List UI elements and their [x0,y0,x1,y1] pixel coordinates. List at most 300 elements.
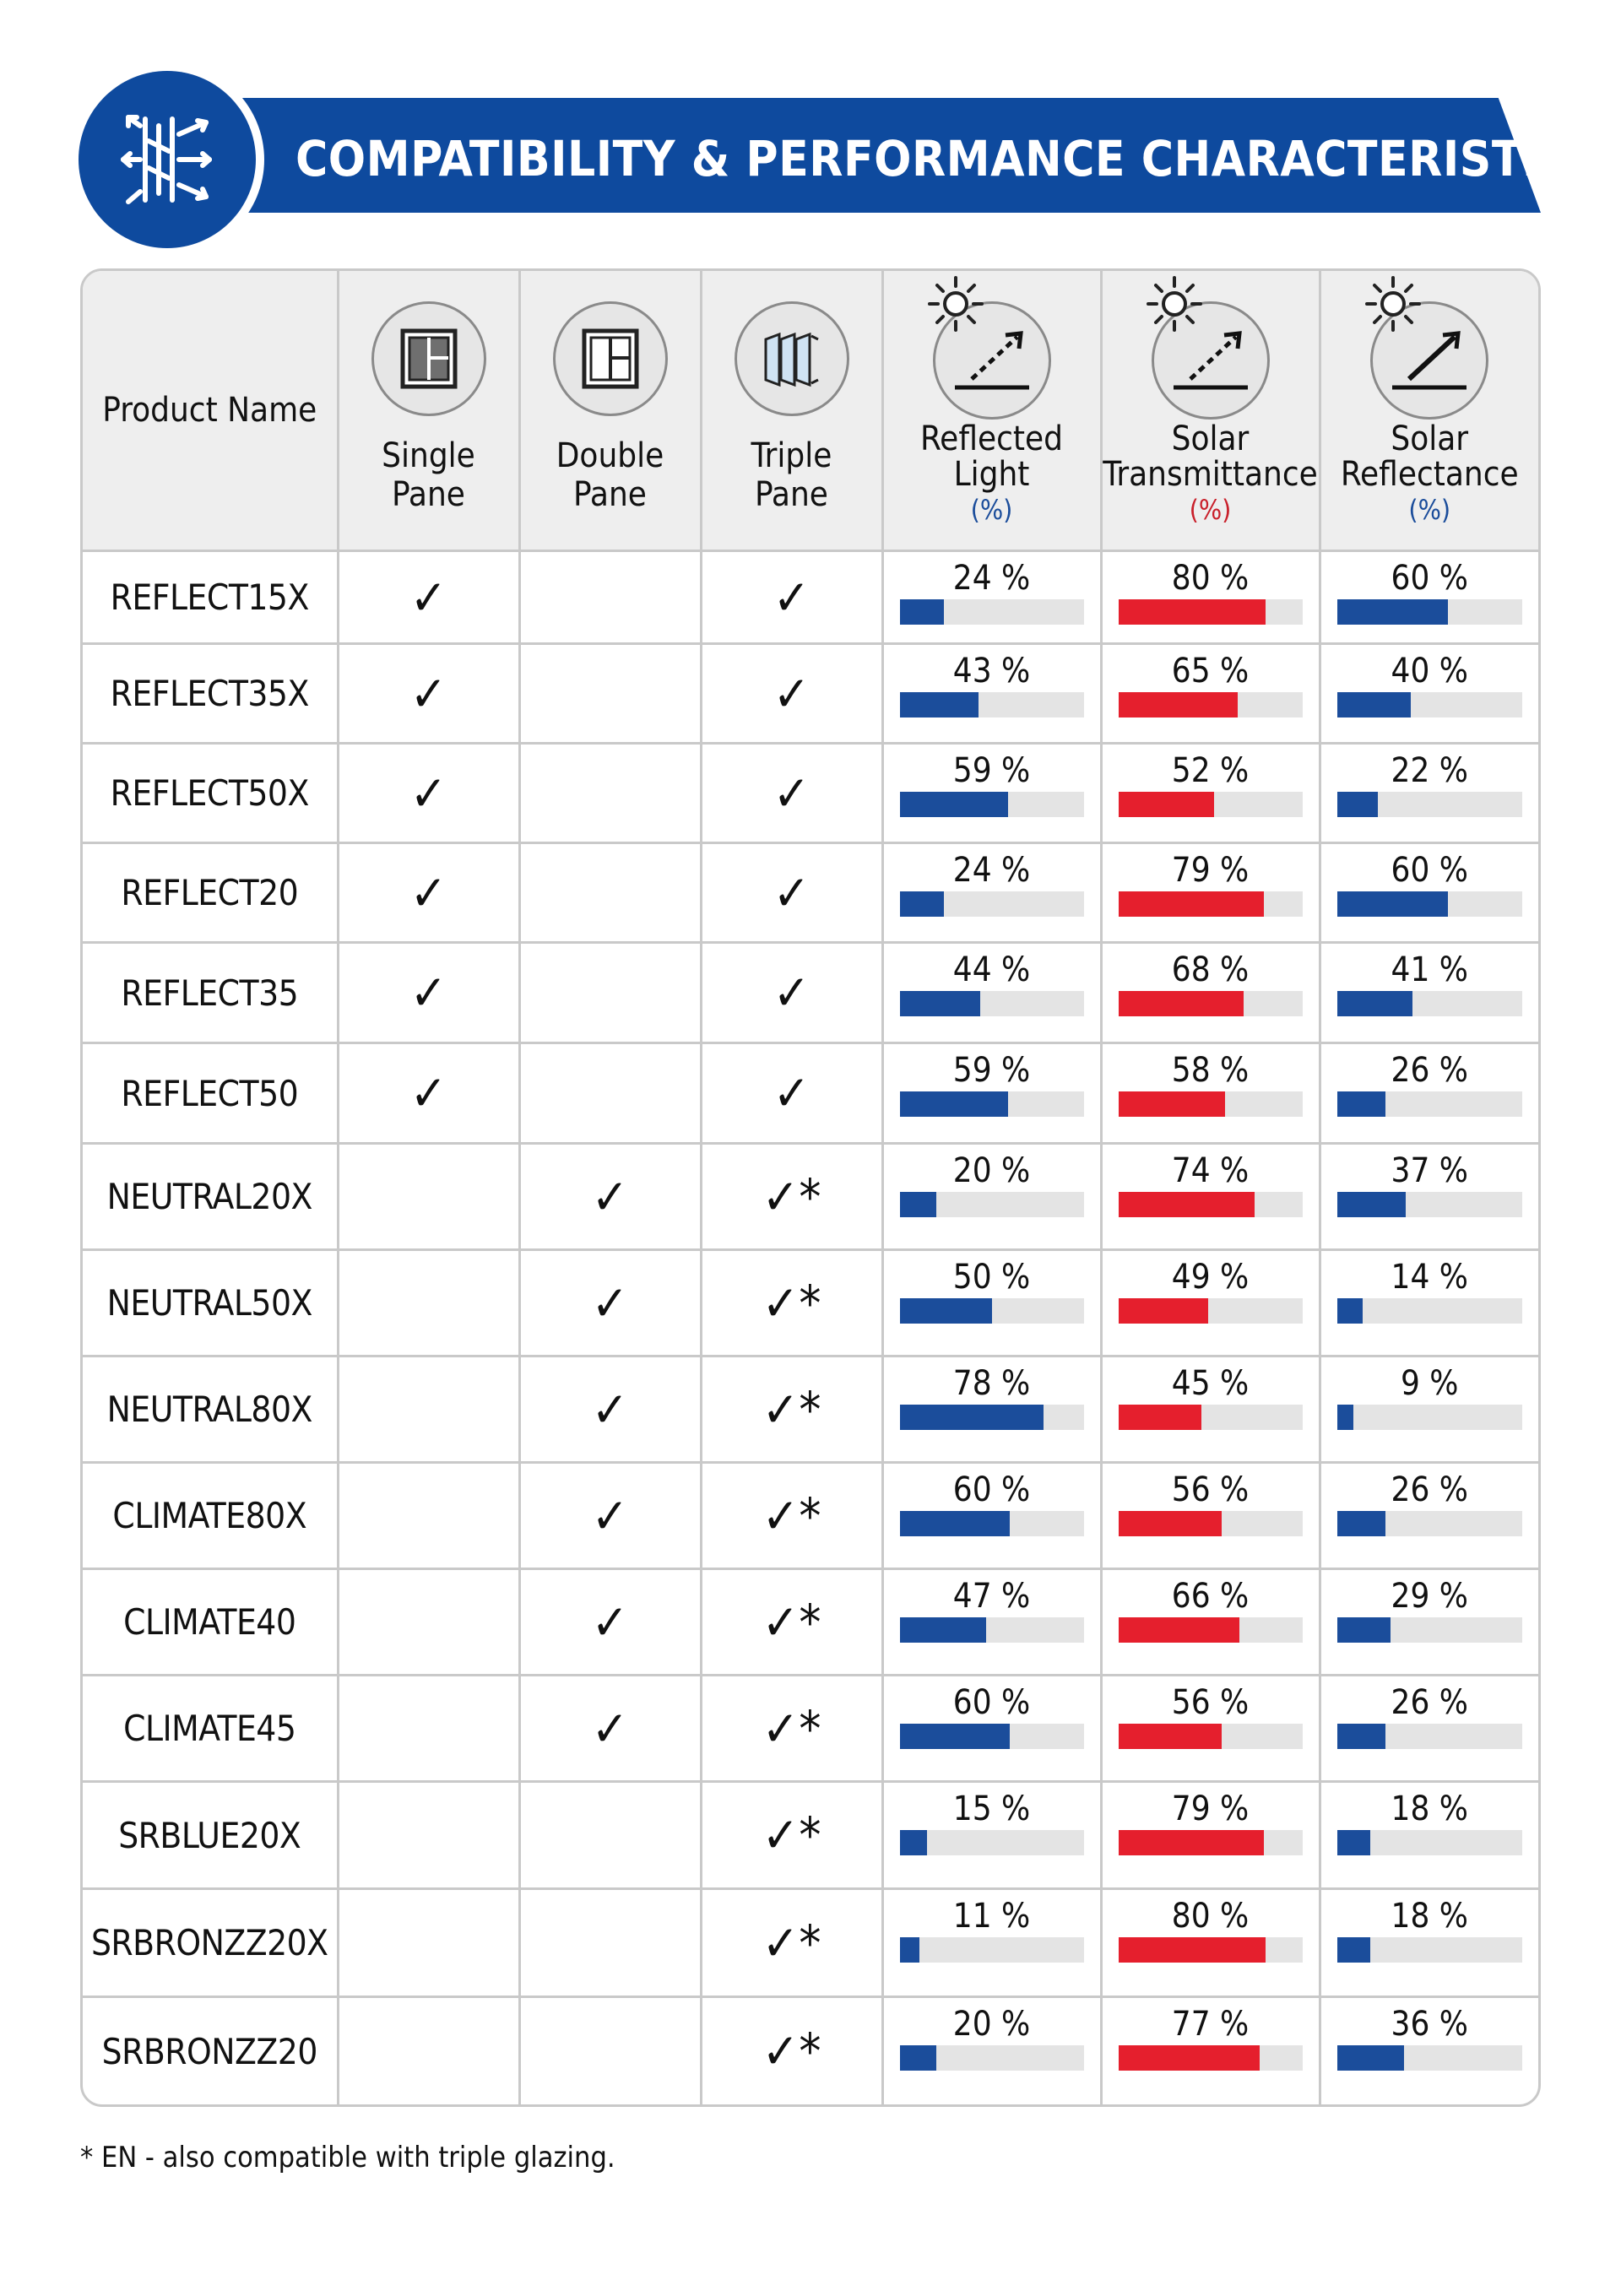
check-mark-icon: ✓ [773,664,810,723]
progress-bar-fill [900,2045,937,2071]
triple-pane-cell [701,744,882,843]
solar-reflectance-cell [1320,744,1538,843]
triple-pane-cell [701,1463,882,1569]
solar-reflectance-cell [1320,1250,1538,1356]
check-mark-icon: ✓ [409,764,447,822]
solar-transmittance-value: 68 % [1171,950,1250,989]
progress-bar-fill [1119,991,1244,1016]
check-mark-icon: ✓ [591,1593,629,1651]
solar-transmittance-cell [1101,744,1320,843]
solar-reflectance-cell [1320,1782,1538,1889]
triple-pane-label: Triple Pane [751,436,832,514]
reflected-light-value: 11 % [952,1897,1031,1936]
product-name-cell: NEUTRAL20X [83,1144,338,1250]
progress-bar-fill [1119,1511,1222,1536]
reflected-light-cell [882,1889,1101,1997]
single-pane-cell [338,551,519,644]
product-name-cell: CLIMATE40 [83,1569,338,1676]
reflected-light-value: 44 % [952,950,1031,989]
triple-pane-cell [701,1889,882,1997]
solar-reflectance-value: 18 % [1391,1790,1468,1828]
progress-bar-fill [900,991,981,1016]
progress-bar-fill [1119,1830,1264,1855]
progress-bar-track [1119,1511,1303,1536]
progress-bar-fill [900,1617,986,1643]
progress-bar-track [1119,792,1303,817]
solar-reflectance-value: 29 % [1391,1577,1468,1616]
progress-bar-track [1119,692,1303,718]
solar-transmittance-cell [1101,1569,1320,1676]
progress-bar-fill [1337,1091,1385,1117]
solar-reflectance-cell [1320,843,1538,943]
progress-bar-track [1337,1830,1523,1855]
single-pane-cell [338,1782,519,1889]
reflective-glass-icon [108,100,226,219]
solar-transmittance-cell [1101,1144,1320,1250]
progress-bar-fill [900,1937,920,1963]
progress-bar-track [1337,891,1523,917]
solar-transmittance-cell [1101,1043,1320,1144]
reflected-light-value: 15 % [952,1790,1031,1828]
solar-transmittance-cell [1101,843,1320,943]
solar-transmittance-value: 49 % [1171,1258,1250,1297]
solar-reflectance-cell [1320,1356,1538,1463]
solar-transmittance-value: 65 % [1171,652,1250,690]
double-pane-cell [519,1144,701,1250]
check-mark-icon: ✓ [773,964,810,1021]
logo [79,71,256,248]
product-name-cell: NEUTRAL50X [83,1250,338,1356]
table-row [83,1676,1538,1782]
progress-bar-fill [1337,1511,1385,1536]
single-pane-window-icon [371,301,486,416]
product-name-cell: SRBRONZZ20X [83,1889,338,1997]
solar-transmittance-cell [1101,1463,1320,1569]
table-row [83,1463,1538,1569]
table-row [83,1997,1538,2105]
product-name-cell: REFLECT35 [83,943,338,1043]
progress-bar-track [900,1192,1084,1217]
table-row [83,744,1538,843]
single-pane-cell [338,644,519,744]
reflected-light-cell [882,1782,1101,1889]
solar-transmittance-value: 80 % [1171,1897,1250,1936]
product-name-cell: SRBRONZZ20 [83,1997,338,2105]
solar-transmittance-value: 45 % [1171,1364,1250,1403]
progress-bar-track [900,1511,1084,1536]
progress-bar-track [1119,1830,1303,1855]
solar-reflectance-value: 37 % [1391,1151,1468,1190]
solar-transmittance-value: 56 % [1171,1683,1250,1722]
progress-bar-track [900,1724,1084,1749]
reflected-light-cell [882,1569,1101,1676]
triple-pane-cell [701,1356,882,1463]
progress-bar-track [1337,1091,1523,1117]
check-mark-icon: ✓ [409,568,447,626]
check-mark-icon: ✓* [762,1274,821,1332]
triple-pane-cell [701,1043,882,1144]
table-row [83,1144,1538,1250]
solar-transmittance-value: 77 % [1171,2005,1250,2044]
check-mark-icon: ✓ [409,864,447,922]
double-pane-cell [519,1043,701,1144]
footnote: * EN - also compatible with triple glazing. [80,2141,615,2174]
reflected-light-cell [882,1463,1101,1569]
reflected-light-value: 24 % [952,559,1031,598]
progress-bar-track [1119,1405,1303,1430]
progress-bar-fill [900,1298,992,1324]
solar-reflectance-cell [1320,644,1538,744]
progress-bar-fill [1119,891,1264,917]
reflectance-arrow-icon [1387,315,1472,399]
triple-pane-cell [701,1250,882,1356]
reflected-light-value: 50 % [952,1258,1031,1297]
product-name-cell: NEUTRAL80X [83,1356,338,1463]
product-name-cell: REFLECT50X [83,744,338,843]
table-row [83,551,1538,644]
product-name-cell: REFLECT50 [83,1043,338,1144]
solar-transmittance-cell [1101,943,1320,1043]
double-pane-cell [519,1889,701,1997]
solar-reflectance-cell [1320,1889,1538,1997]
solar-reflectance-cell [1320,1043,1538,1144]
reflected-light-cell [882,1356,1101,1463]
check-mark-icon: ✓* [762,1167,821,1226]
single-pane-label: Single Pane [382,436,475,514]
progress-bar-track [1337,1937,1523,1963]
double-pane-cell [519,1356,701,1463]
progress-bar-track [1337,2045,1523,2071]
double-pane-cell [519,644,701,744]
check-mark-icon: ✓ [591,1486,629,1545]
progress-bar-fill [1119,792,1214,817]
progress-bar-fill [1119,1405,1201,1430]
solar-transmittance-value: 79 % [1171,1790,1250,1828]
progress-bar-track [1119,2045,1303,2071]
progress-bar-fill [900,891,944,917]
progress-bar-fill [1119,1617,1240,1643]
progress-bar-track [1337,1405,1523,1430]
reflected-light-value: 78 % [952,1364,1031,1403]
progress-bar-fill [900,1091,1009,1117]
progress-bar-track [1119,1617,1303,1643]
table-row [83,1356,1538,1463]
progress-bar-fill [1337,1192,1406,1217]
progress-bar-track [900,692,1084,718]
progress-bar-track [900,599,1084,625]
reflected-light-value: 43 % [952,652,1031,690]
single-pane-cell [338,1250,519,1356]
solar-reflectance-value: 26 % [1391,1051,1468,1090]
double-pane-cell [519,744,701,843]
solar-reflectance-value: 60 % [1391,559,1468,598]
solar-reflectance-cell [1320,1569,1538,1676]
table-row [83,1889,1538,1997]
table-row [83,1782,1538,1889]
progress-bar-fill [900,599,944,625]
reflected-light-value: 60 % [952,1470,1031,1509]
progress-bar-fill [1337,991,1413,1016]
progress-bar-track [1119,891,1303,917]
progress-bar-fill [1337,792,1378,817]
double-pane-cell [519,1569,701,1676]
reflected-light-value: 59 % [952,1051,1031,1090]
triple-pane-cell [701,1997,882,2105]
reflected-light-cell [882,1144,1101,1250]
check-mark-icon: ✓ [591,1380,629,1438]
progress-bar-track [1337,991,1523,1016]
solar-transmittance-cell [1101,1889,1320,1997]
header-solar-reflectance [1320,271,1538,551]
progress-bar-track [1119,1298,1303,1324]
double-pane-cell [519,1997,701,2105]
header-double-pane [519,271,701,551]
progress-bar-fill [1119,599,1266,625]
single-pane-cell [338,1889,519,1997]
progress-bar-fill [900,1405,1044,1430]
reflected-light-value: 59 % [952,751,1031,790]
reflected-light-unit: (%) [970,494,1013,526]
solar-reflectance-label: Solar Reflectance [1340,420,1519,494]
check-mark-icon: ✓ [591,1274,629,1332]
header-triple-pane [701,271,882,551]
progress-bar-fill [1337,891,1449,917]
solar-transmittance-value: 66 % [1171,1577,1250,1616]
progress-bar-track [1119,599,1303,625]
progress-bar-fill [1337,2045,1404,2071]
product-name-cell: REFLECT20 [83,843,338,943]
single-pane-cell [338,1144,519,1250]
reflected-light-cell [882,1043,1101,1144]
reflection-arrow-icon [950,315,1034,399]
check-mark-icon: ✓ [773,1064,810,1122]
double-pane-window-icon [553,301,668,416]
reflected-light-value: 20 % [952,1151,1031,1190]
solar-reflectance-cell [1320,551,1538,644]
progress-bar-fill [1337,692,1412,718]
solar-reflectance-value: 26 % [1391,1683,1468,1722]
check-mark-icon: ✓* [762,2023,821,2081]
solar-reflectance-cell [1320,943,1538,1043]
reflected-light-cell [882,1997,1101,2105]
solar-reflectance-cell [1320,1997,1538,2105]
progress-bar-track [900,1830,1084,1855]
progress-bar-track [1337,792,1523,817]
solar-transmittance-value: 74 % [1171,1151,1250,1190]
solar-reflectance-value: 9 % [1400,1364,1459,1403]
product-name-cell: SRBLUE20X [83,1782,338,1889]
progress-bar-track [1119,991,1303,1016]
reflected-light-value: 60 % [952,1683,1031,1722]
transmittance-arrow-icon [1168,315,1253,399]
single-pane-cell [338,1997,519,2105]
double-pane-cell [519,551,701,644]
progress-bar-fill [900,1724,1011,1749]
table-row [83,644,1538,744]
progress-bar-track [1119,1724,1303,1749]
progress-bar-fill [1337,1405,1354,1430]
solar-transmittance-cell [1101,1676,1320,1782]
check-mark-icon: ✓ [409,964,447,1021]
table-row [83,1569,1538,1676]
check-mark-icon: ✓* [762,1380,821,1438]
reflected-light-cell [882,551,1101,644]
progress-bar-track [900,1405,1084,1430]
double-pane-cell [519,943,701,1043]
check-mark-icon: ✓* [762,1806,821,1864]
progress-bar-fill [1119,1192,1255,1217]
progress-bar-fill [1337,1724,1385,1749]
triple-pane-cell [701,943,882,1043]
single-pane-cell [338,1043,519,1144]
product-name-cell: CLIMATE45 [83,1676,338,1782]
progress-bar-fill [1337,1937,1371,1963]
progress-bar-fill [1119,1937,1266,1963]
solar-transmittance-cell [1101,1997,1320,2105]
progress-bar-track [900,1091,1084,1117]
page-title: COMPATIBILITY & PERFORMANCE CHARACTERISTICS [295,130,1605,187]
double-pane-cell [519,843,701,943]
reflected-light-value: 24 % [952,851,1031,890]
solar-transmittance-cell [1101,1356,1320,1463]
solar-reflectance-value: 41 % [1391,950,1468,989]
reflected-light-cell [882,644,1101,744]
progress-bar-track [1119,1937,1303,1963]
double-pane-cell [519,1250,701,1356]
single-pane-cell [338,744,519,843]
check-mark-icon: ✓ [773,864,810,922]
reflected-light-cell [882,744,1101,843]
progress-bar-track [1337,599,1523,625]
solar-reflectance-value: 14 % [1391,1258,1468,1297]
single-pane-cell [338,1569,519,1676]
progress-bar-track [900,792,1084,817]
single-pane-cell [338,1356,519,1463]
solar-reflectance-cell [1320,1463,1538,1569]
triple-pane-cell [701,1676,882,1782]
solar-transmittance-value: 79 % [1171,851,1250,890]
check-mark-icon: ✓ [409,1064,447,1122]
check-mark-icon: ✓* [762,1486,821,1545]
header-product-name: Product Name [83,271,338,551]
progress-bar-track [1337,1511,1523,1536]
reflected-light-cell [882,1250,1101,1356]
progress-bar-fill [1119,692,1239,718]
reflected-light-cell [882,1676,1101,1782]
header-single-pane [338,271,519,551]
progress-bar-track [900,1937,1084,1963]
progress-bar-track [1119,1091,1303,1117]
solar-transmittance-label: Solar Transmittance [1103,420,1318,494]
check-mark-icon: ✓* [762,1914,821,1972]
check-mark-icon: ✓ [591,1167,629,1226]
solar-transmittance-cell [1101,644,1320,744]
reflected-light-value: 20 % [952,2005,1031,2044]
check-mark-icon: ✓ [773,568,810,626]
product-name-cell: CLIMATE80X [83,1463,338,1569]
triple-pane-cell [701,1782,882,1889]
progress-bar-fill [1337,1617,1391,1643]
triple-pane-window-icon [735,301,849,416]
progress-bar-track [900,1617,1084,1643]
progress-bar-track [1337,1724,1523,1749]
progress-bar-track [900,891,1084,917]
solar-reflectance-value: 36 % [1391,2005,1468,2044]
solar-transmittance-value: 56 % [1171,1470,1250,1509]
product-name-cell: REFLECT15X [83,551,338,644]
product-name-cell: REFLECT35X [83,644,338,744]
progress-bar-track [1337,692,1523,718]
double-pane-cell [519,1782,701,1889]
triple-pane-cell [701,644,882,744]
solar-transmittance-cell [1101,1782,1320,1889]
solar-reflectance-value: 22 % [1391,751,1468,790]
solar-transmittance-value: 80 % [1171,559,1250,598]
solar-reflectance-value: 60 % [1391,851,1468,890]
solar-transmittance-cell [1101,1250,1320,1356]
progress-bar-fill [900,1830,928,1855]
progress-bar-track [1119,1192,1303,1217]
progress-bar-fill [900,692,979,718]
table-row [83,1043,1538,1144]
solar-reflectance-value: 40 % [1391,652,1468,690]
check-mark-icon: ✓* [762,1699,821,1757]
reflected-light-cell [882,943,1101,1043]
table-row [83,943,1538,1043]
single-pane-cell [338,1463,519,1569]
progress-bar-fill [1337,599,1449,625]
reflected-light-label: Reflected Light [919,420,1064,494]
double-pane-label: Double Pane [556,436,664,514]
check-mark-icon: ✓* [762,1593,821,1651]
triple-pane-cell [701,1144,882,1250]
solar-reflectance-value: 18 % [1391,1897,1468,1936]
triple-pane-cell [701,1569,882,1676]
triple-pane-cell [701,843,882,943]
header-solar-transmittance [1101,271,1320,551]
solar-transmittance-unit: (%) [1189,494,1232,526]
double-pane-cell [519,1463,701,1569]
triple-pane-cell [701,551,882,644]
table-header-row [83,271,1538,551]
single-pane-cell [338,1676,519,1782]
progress-bar-track [900,1298,1084,1324]
progress-bar-fill [900,792,1009,817]
solar-reflectance-cell [1320,1676,1538,1782]
reflected-light-cell [882,843,1101,943]
progress-bar-track [1337,1617,1523,1643]
single-pane-cell [338,843,519,943]
header-reflected-light [882,271,1101,551]
single-pane-cell [338,943,519,1043]
progress-bar-track [900,991,1084,1016]
progress-bar-fill [1119,1091,1225,1117]
solar-reflectance-unit: (%) [1408,494,1451,526]
progress-bar-fill [1119,2045,1260,2071]
check-mark-icon: ✓ [591,1699,629,1757]
progress-bar-fill [900,1511,1011,1536]
solar-transmittance-value: 52 % [1171,751,1250,790]
compatibility-table [80,268,1541,2107]
progress-bar-track [900,2045,1084,2071]
solar-reflectance-cell [1320,1144,1538,1250]
reflected-light-value: 47 % [952,1577,1031,1616]
progress-bar-fill [1119,1298,1209,1324]
solar-transmittance-value: 58 % [1171,1051,1250,1090]
progress-bar-fill [900,1192,937,1217]
check-mark-icon: ✓ [773,764,810,822]
table-row [83,843,1538,943]
